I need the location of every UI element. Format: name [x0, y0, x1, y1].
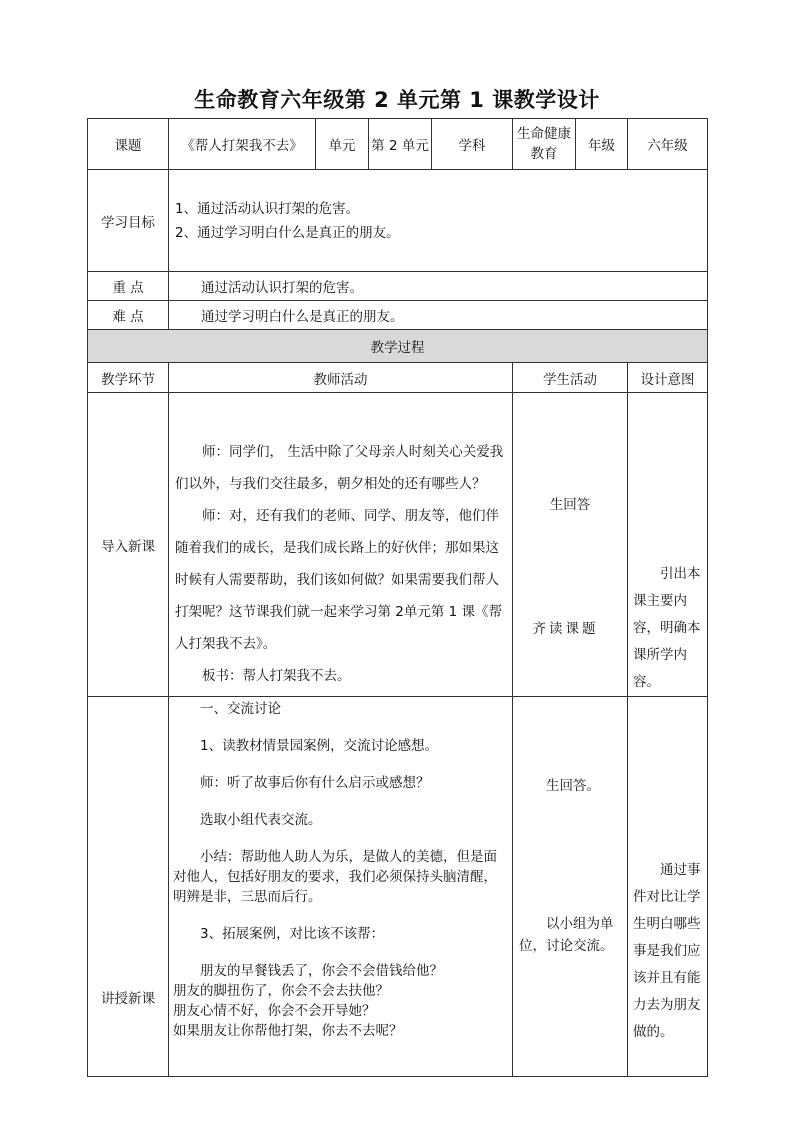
lecture-student-answer: 生回答。	[546, 778, 600, 794]
intro-row	[88, 393, 708, 697]
process-header-row	[88, 330, 708, 363]
col-header-stage: 教学环节	[88, 363, 169, 393]
lecture-stage: 讲授新课	[88, 697, 169, 1077]
key-point-row	[88, 272, 708, 301]
lecture-student	[513, 697, 628, 1077]
page-title: 生命教育六年级第 2 单元第 1 课教学设计	[194, 88, 600, 112]
subject-value-line1: 生命健康	[517, 126, 571, 142]
lesson-plan-table	[87, 118, 708, 1077]
lecture-question: 朋友心情不好，你会不会开导她？	[173, 1003, 376, 1019]
process-header: 教学过程	[88, 330, 708, 363]
intro-teacher	[169, 393, 513, 697]
difficulty-row	[88, 301, 708, 330]
topic-value: 《帮人打架我不去》	[169, 119, 316, 170]
difficulty-label: 难 点	[88, 301, 169, 330]
subject-label: 学科	[432, 119, 513, 170]
lecture-row	[88, 697, 708, 1077]
lecture-intent: 通过事件对比让学生明白哪些事是我们应该并且有能力去为朋友做的。	[628, 697, 708, 1077]
intro-student	[513, 393, 628, 697]
intro-student-answer: 生回答	[549, 497, 591, 513]
objectives-label: 学习目标	[88, 170, 169, 272]
lecture-summary: 小结：帮助他人助人为乐，是做人的美德，但是面对他人，包括好朋友的要求，我们必须保持头脑清醒，明辨是非，三思而后行。	[173, 849, 497, 905]
col-header-student: 学生活动	[513, 363, 628, 393]
lecture-teacher	[169, 697, 513, 1077]
column-header-row	[88, 363, 708, 393]
lecture-paragraph: 师：听了故事后你有什么启示或感想？	[200, 775, 430, 791]
intro-intent: 引出本课主要内容，明确本课所学内容。	[628, 393, 708, 697]
intro-stage: 导入新课	[88, 393, 169, 697]
lecture-question: 如果朋友让你帮他打架，你去不去呢？	[173, 1023, 403, 1039]
col-header-intent: 设计意图	[628, 363, 708, 393]
unit-label: 单元	[316, 119, 369, 170]
objective-item: 1、通过活动认识打架的危害。	[175, 200, 360, 217]
lecture-student-discuss: 以小组为单位，讨论交流。	[519, 916, 614, 954]
intro-teacher-paragraph: 师：同学们， 生活中除了父母亲人时刻关心关爱我们以外，与我们交往最多，朝夕相处的还有哪些人？	[175, 444, 504, 492]
subject-value-line2: 教育	[530, 146, 558, 162]
objectives-row	[88, 170, 708, 272]
lecture-question: 朋友的脚扭伤了，你会不会去扶他？	[173, 983, 389, 999]
grade-value: 六年级	[628, 119, 708, 170]
topic-label: 课题	[88, 119, 169, 170]
intro-teacher-paragraph: 板书：帮人打架我不去。	[202, 668, 351, 684]
objective-item: 2、通过学习明白什么是真正的朋友。	[175, 224, 400, 241]
objectives-content	[169, 170, 708, 272]
lecture-paragraph: 3、拓展案例，对比该不该帮：	[200, 926, 385, 942]
lecture-heading: 一、交流讨论	[200, 701, 281, 717]
intro-student-read: 齐读课题	[532, 621, 599, 637]
key-point-label: 重 点	[88, 272, 169, 301]
info-row	[88, 119, 708, 170]
grade-label: 年级	[576, 119, 628, 170]
unit-value: 第 2 单元	[369, 119, 432, 170]
lecture-paragraph: 选取小组代表交流。	[200, 812, 322, 828]
key-point-value: 通过活动认识打架的危害。	[169, 272, 708, 301]
lecture-paragraph: 1、读教材情景园案例，交流讨论感想。	[200, 738, 439, 754]
col-header-teacher: 教师活动	[169, 363, 513, 393]
intro-teacher-paragraph: 师：对，还有我们的老师、同学、朋友等，他们伴随着我们的成长，是我们成长路上的好伙伴；那如果这时候有人需要帮助，我们该如何做？如果需要我们帮人打架呢？这节课我们就一起来学习第 2单元第 1 课《帮人打架我不去》。	[175, 508, 503, 652]
lecture-question: 朋友的早餐钱丢了，你会不会借钱给他？	[200, 963, 443, 979]
difficulty-value: 通过学习明白什么是真正的朋友。	[169, 301, 708, 330]
subject-value	[513, 119, 576, 170]
